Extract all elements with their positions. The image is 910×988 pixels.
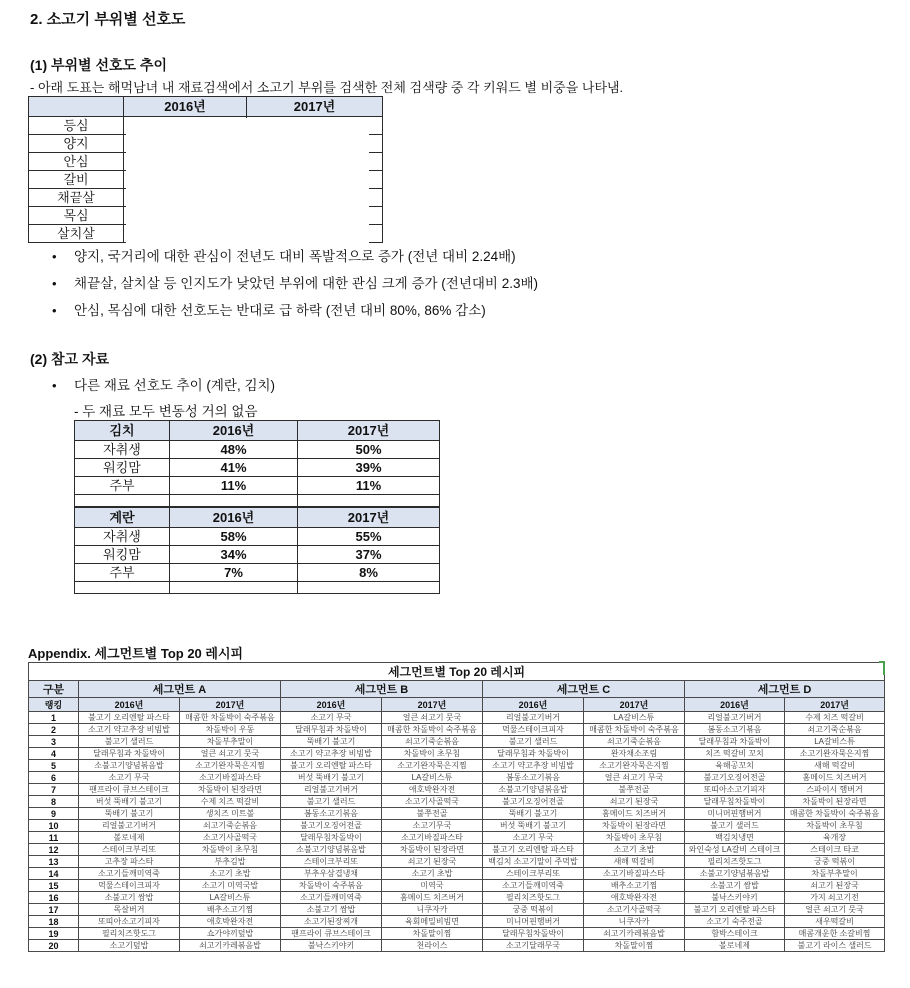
rank-cell: 17 (29, 904, 79, 916)
recipe-cell-a-2016: 소불고기 쌈밥 (79, 892, 180, 904)
value-2017: 50% (298, 441, 440, 459)
recipe-cell-d-2016: 불고기오징어전골 (685, 772, 785, 784)
recipe-cell-c-2016: 필리치즈핫도그 (483, 892, 584, 904)
group-header-segment-d: 세그먼트 D (685, 681, 885, 698)
rank-cell: 16 (29, 892, 79, 904)
egg-table (74, 507, 440, 594)
group-header-segment-b: 세그먼트 B (281, 681, 483, 698)
cuts-header-blank (29, 97, 124, 117)
recipe-cell-a-2016: 뚝배기 불고기 (79, 808, 180, 820)
appendix-title-row (29, 663, 885, 681)
recipe-cell-b-2017: 애호박완자전 (382, 784, 483, 796)
recipe-cell-d-2016: 함박스테이크 (685, 928, 785, 940)
group-header-segment-a: 세그먼트 A (79, 681, 281, 698)
recipe-cell-d-2016: 소불고기양념볶음밥 (685, 868, 785, 880)
recipe-cell-b-2016: 불고기 오리엔탈 파스타 (281, 760, 382, 772)
recipe-cell-b-2016: 차돌박이 숙주볶음 (281, 880, 382, 892)
recipe-row (29, 796, 885, 808)
rank-header: 랭킹 (29, 698, 79, 712)
page-title: 2. 소고기 부위별 선호도 (30, 11, 186, 28)
recipe-cell-a-2016: 달래무침과 차돌박이 (79, 748, 180, 760)
rank-cell: 7 (29, 784, 79, 796)
recipe-cell-c-2016: 불고기오징어전골 (483, 796, 584, 808)
recipe-cell-c-2016: 달래무침과 차돌박이 (483, 748, 584, 760)
recipe-row (29, 736, 885, 748)
recipe-cell-d-2017: 스파이시 햄버거 (785, 784, 885, 796)
recipe-cell-a-2016: 팬프라이 큐브스테이크 (79, 784, 180, 796)
recipe-cell-d-2017: 차돌부추말이 (785, 868, 885, 880)
value-2016: 41% (170, 459, 298, 477)
recipe-cell-d-2017: 홈메이드 치즈버거 (785, 772, 885, 784)
cut-label: 등심 (29, 117, 124, 135)
recipe-cell-b-2016: 소불고기양념볶음밥 (281, 844, 382, 856)
recipe-cell-a-2016: 리얼불고기버거 (79, 820, 180, 832)
spacer-row (75, 582, 440, 594)
recipe-cell-a-2016: 스테이크부리또 (79, 844, 180, 856)
recipe-cell-d-2017: 쇠고기 된장국 (785, 880, 885, 892)
value-2016: 7% (170, 564, 298, 582)
recipe-row (29, 724, 885, 736)
recipe-cell-a-2016: 고추장 파스타 (79, 856, 180, 868)
recipe-cell-a-2017: 소고기바질파스타 (180, 772, 281, 784)
redacted-values-overlay (126, 118, 369, 247)
recipe-cell-d-2017: LA갈비스튜 (785, 736, 885, 748)
recipe-cell-a-2016: 불고기 샐러드 (79, 736, 180, 748)
recipe-cell-b-2016: 소고기 약고추장 비빔밥 (281, 748, 382, 760)
recipe-cell-b-2017: 매콤한 차돌박이 숙주볶음 (382, 724, 483, 736)
recipe-cell-a-2016: 불고기 오리엔탈 파스타 (79, 712, 180, 724)
rank-cell: 8 (29, 796, 79, 808)
egg-header-2017: 2017년 (298, 508, 440, 528)
top20-recipes-table (28, 662, 885, 952)
recipe-cell-a-2017: 매콤한 차돌박이 숙주볶음 (180, 712, 281, 724)
recipe-cell-c-2017: 소고기 초밥 (584, 844, 685, 856)
recipe-cell-d-2017: 스테이크 타코 (785, 844, 885, 856)
bullet-item (52, 248, 538, 266)
recipe-cell-b-2016: 불고기 샐러드 (281, 796, 382, 808)
cuts-header-row (29, 97, 383, 117)
recipe-cell-c-2016: 불고기 샐러드 (483, 736, 584, 748)
year-header: 2016년 (685, 698, 785, 712)
recipe-cell-a-2017: 배추소고기찜 (180, 904, 281, 916)
recipe-cell-a-2017: 애호박완자전 (180, 916, 281, 928)
recipe-cell-a-2017: 쇼가야끼덮밥 (180, 928, 281, 940)
recipe-row (29, 748, 885, 760)
year-header: 2017년 (785, 698, 885, 712)
recipe-cell-b-2016: 불고기오징어전골 (281, 820, 382, 832)
recipe-cell-b-2016: 리얼불고기버거 (281, 784, 382, 796)
segment-label: 워킹맘 (75, 546, 170, 564)
recipe-cell-c-2016: 버섯 뚝배기 불고기 (483, 820, 584, 832)
recipe-cell-a-2016: 필리치즈핫도그 (79, 928, 180, 940)
recipe-cell-b-2016: 달래무침차돌박이 (281, 832, 382, 844)
recipe-cell-a-2017: 차돌부추말이 (180, 736, 281, 748)
egg-header-label: 계란 (75, 508, 170, 528)
recipe-cell-d-2016: 불고기 샐러드 (685, 820, 785, 832)
rank-cell: 18 (29, 916, 79, 928)
segment-label: 워킹맘 (75, 459, 170, 477)
year-header: 2016년 (483, 698, 584, 712)
recipe-cell-a-2017: 쇠고기죽순볶음 (180, 820, 281, 832)
recipe-cell-a-2017: 생치즈 미트볼 (180, 808, 281, 820)
kimchi-row (75, 459, 440, 477)
recipe-cell-d-2017: 육개장 (785, 832, 885, 844)
recipe-row (29, 784, 885, 796)
kimchi-table (74, 420, 440, 507)
recipe-cell-d-2016: 와인숙성 LA갈비 스테이크 (685, 844, 785, 856)
cut-label: 채끝살 (29, 189, 124, 207)
recipe-cell-d-2017: 차돌박이 초무침 (785, 820, 885, 832)
year-header: 2017년 (584, 698, 685, 712)
recipe-row (29, 904, 885, 916)
kimchi-header-row (75, 421, 440, 441)
recipe-cell-b-2017: 니쿠자카 (382, 904, 483, 916)
recipe-cell-d-2017: 수제 치즈 떡갈비 (785, 712, 885, 724)
recipe-cell-b-2016: 소고기들깨미역죽 (281, 892, 382, 904)
kimchi-header-2016: 2016년 (170, 421, 298, 441)
cuts-header-2017: 2017년 (247, 97, 383, 117)
recipe-cell-c-2016: 소불고기양념볶음밥 (483, 784, 584, 796)
recipe-cell-d-2017: 불고기 라이스 샐러드 (785, 940, 885, 952)
year-header: 2017년 (180, 698, 281, 712)
recipe-cell-b-2017: 불쭈전골 (382, 808, 483, 820)
recipe-cell-c-2017: 니쿠자카 (584, 916, 685, 928)
cuts-preference-table-wrap (28, 96, 383, 243)
recipe-cell-a-2016: 볼로네제 (79, 832, 180, 844)
bullet-dot: • (52, 276, 57, 291)
segment-label: 주부 (75, 477, 170, 495)
rank-cell: 20 (29, 940, 79, 952)
recipe-cell-a-2017: 소고기 초밥 (180, 868, 281, 880)
recipe-cell-d-2017: 소고기완자묵은지찜 (785, 748, 885, 760)
recipe-cell-b-2017: 천라이스 (382, 940, 483, 952)
recipe-cell-b-2016: 달래무침과 차돌박이 (281, 724, 382, 736)
bullet-dot: • (52, 378, 57, 393)
recipe-cell-c-2016: 미니머핀햄버거 (483, 916, 584, 928)
recipe-cell-c-2017: 차돌박이 된장라면 (584, 820, 685, 832)
appendix-heading: Appendix. 세그먼트별 Top 20 레시피 (28, 646, 244, 661)
recipe-cell-c-2017: 차돌박이 초무침 (584, 832, 685, 844)
recipe-row (29, 832, 885, 844)
bullet-item (52, 275, 538, 293)
value-2016: 34% (170, 546, 298, 564)
recipe-cell-b-2016: 소고기된장찌개 (281, 916, 382, 928)
recipe-cell-d-2016: 달래무침과 차돌박이 (685, 736, 785, 748)
cut-label: 안심 (29, 153, 124, 171)
year-header-row (29, 698, 885, 712)
recipe-cell-d-2016: 볼로네제 (685, 940, 785, 952)
recipe-cell-c-2016: 뚝배기 불고기 (483, 808, 584, 820)
recipe-cell-a-2016: 목살버거 (79, 904, 180, 916)
recipe-cell-d-2017: 새해 떡갈비 (785, 760, 885, 772)
egg-row (75, 528, 440, 546)
recipe-cell-d-2016: 또띠아소고기피자 (685, 784, 785, 796)
recipe-cell-b-2016: 버섯 뚝배기 불고기 (281, 772, 382, 784)
recipe-row (29, 868, 885, 880)
recipe-cell-c-2016: 스테이크부리또 (483, 868, 584, 880)
recipe-cell-c-2017: 완자채소조림 (584, 748, 685, 760)
recipe-cell-c-2017: 불쭈전골 (584, 784, 685, 796)
group-header-gubun: 구분 (29, 681, 79, 698)
recipe-row (29, 844, 885, 856)
recipe-cell-a-2017: 소고기 미역국밥 (180, 880, 281, 892)
cut-label: 목심 (29, 207, 124, 225)
recipe-cell-b-2016: 봄동소고기볶음 (281, 808, 382, 820)
recipe-cell-d-2016: 치즈 떡갈비 꼬치 (685, 748, 785, 760)
recipe-cell-b-2017: 차돌박이 된장라면 (382, 844, 483, 856)
segment-label: 주부 (75, 564, 170, 582)
recipe-cell-b-2017: LA갈비스튜 (382, 772, 483, 784)
recipe-cell-c-2016: 궁중 떡볶이 (483, 904, 584, 916)
recipe-row (29, 760, 885, 772)
rank-cell: 9 (29, 808, 79, 820)
recipe-row (29, 916, 885, 928)
recipe-cell-d-2017: 차돌박이 된장라면 (785, 796, 885, 808)
recipe-cell-a-2016: 또띠아소고기피자 (79, 916, 180, 928)
recipe-cell-d-2016: 달래무침차돌박이 (685, 796, 785, 808)
recipe-cell-a-2016: 먹물스테이크피자 (79, 880, 180, 892)
recipe-cell-d-2017: 새우떡갈비 (785, 916, 885, 928)
recipe-cell-b-2017: 소고기 초밥 (382, 868, 483, 880)
reference-tables (74, 420, 440, 594)
recipe-cell-d-2016: 소불고기 쌈밥 (685, 880, 785, 892)
segment-label: 자취생 (75, 528, 170, 546)
spacer-row (75, 495, 440, 507)
recipe-cell-b-2017: 미역국 (382, 880, 483, 892)
recipe-cell-c-2016: 불고기 오리엔탈 파스타 (483, 844, 584, 856)
recipe-cell-a-2017: 부추김밥 (180, 856, 281, 868)
bullet-item (52, 302, 538, 320)
value-2017: 39% (298, 459, 440, 477)
kimchi-header-label: 김치 (75, 421, 170, 441)
rank-cell: 14 (29, 868, 79, 880)
egg-row (75, 546, 440, 564)
recipe-cell-b-2016: 뚝배기 불고기 (281, 736, 382, 748)
section1-heading: (1) 부위별 선호도 추이 (30, 57, 167, 73)
bullet-text: 채끝살, 살치살 등 인지도가 낮았던 부위에 대한 관심 크게 증가 (전년대비 2.3배) (74, 276, 538, 291)
recipe-cell-c-2017: 애호박완자전 (584, 892, 685, 904)
recipe-cell-a-2017: 차돌박이 우동 (180, 724, 281, 736)
rank-cell: 12 (29, 844, 79, 856)
recipe-cell-b-2017: 육회메밀비빔면 (382, 916, 483, 928)
bullet-dot: • (52, 303, 57, 318)
recipe-cell-d-2016: 리얼불고기버거 (685, 712, 785, 724)
appendix-table-title: 세그먼트별 Top 20 레시피 (29, 663, 885, 681)
recipe-row (29, 772, 885, 784)
recipe-row (29, 940, 885, 952)
cut-label: 살치살 (29, 225, 124, 243)
recipe-cell-d-2016: 소고기 숙주전골 (685, 916, 785, 928)
appendix-table-wrap (28, 662, 885, 952)
rank-cell: 1 (29, 712, 79, 724)
recipe-cell-d-2016: 백김치냉면 (685, 832, 785, 844)
recipe-cell-c-2016: 소고기달래무국 (483, 940, 584, 952)
recipe-cell-c-2017: 홈메이드 치즈버거 (584, 808, 685, 820)
recipe-cell-c-2017: 소고기바질파스타 (584, 868, 685, 880)
rank-cell: 19 (29, 928, 79, 940)
recipe-cell-b-2017: 소고기완자묵은지찜 (382, 760, 483, 772)
year-header: 2016년 (281, 698, 382, 712)
rank-cell: 11 (29, 832, 79, 844)
recipe-row (29, 712, 885, 724)
recipe-cell-a-2017: 쇠고기카레볶음밥 (180, 940, 281, 952)
recipe-cell-d-2016: 불낙스키야키 (685, 892, 785, 904)
recipe-cell-a-2017: 차돌박이 초무침 (180, 844, 281, 856)
recipe-cell-d-2017: 궁중 떡볶이 (785, 856, 885, 868)
bullet-text: 다른 재료 선호도 추이 (계란, 김치) (74, 378, 276, 393)
rank-cell: 13 (29, 856, 79, 868)
recipe-cell-b-2016: 팬프라이 큐브스테이크 (281, 928, 382, 940)
recipe-cell-a-2017: 수제 치즈 떡갈비 (180, 796, 281, 808)
rank-cell: 6 (29, 772, 79, 784)
recipe-cell-c-2017: 쇠고기카레볶음밥 (584, 928, 685, 940)
rank-cell: 4 (29, 748, 79, 760)
recipe-row (29, 820, 885, 832)
recipe-cell-a-2017: 얼큰 쇠고기 뭇국 (180, 748, 281, 760)
value-2017: 37% (298, 546, 440, 564)
value-2017: 55% (298, 528, 440, 546)
recipe-cell-a-2016: 소고기 약고추장 비빔밥 (79, 724, 180, 736)
recipe-cell-a-2016: 소고기 무국 (79, 772, 180, 784)
recipe-cell-b-2016: 소불고기 쌈밥 (281, 904, 382, 916)
recipe-cell-c-2017: 매콤한 차돌박이 숙주볶음 (584, 724, 685, 736)
recipe-cell-d-2016: 봄동소고기볶음 (685, 724, 785, 736)
recipe-cell-b-2017: 얼큰 쇠고기 뭇국 (382, 712, 483, 724)
recipe-cell-b-2017: 차돌박이 초무침 (382, 748, 483, 760)
recipe-cell-c-2016: 리얼불고기버거 (483, 712, 584, 724)
egg-header-row (75, 508, 440, 528)
value-2016: 58% (170, 528, 298, 546)
recipe-cell-c-2016: 먹물스테이크피자 (483, 724, 584, 736)
value-2017: 11% (298, 477, 440, 495)
kimchi-row (75, 477, 440, 495)
rank-cell: 5 (29, 760, 79, 772)
group-header-segment-c: 세그먼트 C (483, 681, 685, 698)
rank-cell: 2 (29, 724, 79, 736)
year-header: 2016년 (79, 698, 180, 712)
value-2016: 11% (170, 477, 298, 495)
bullet-text: 양지, 국거리에 대한 관심이 전년도 대비 폭발적으로 증가 (전년 대비 2.24배) (74, 249, 516, 264)
recipe-cell-c-2017: 쇠고기 된장국 (584, 796, 685, 808)
segment-label: 자취생 (75, 441, 170, 459)
recipe-cell-b-2016: 소고기 무국 (281, 712, 382, 724)
recipe-cell-c-2016: 소고기 무국 (483, 832, 584, 844)
recipe-cell-c-2016: 소고기 약고추장 비빔밥 (483, 760, 584, 772)
recipe-cell-c-2017: 차돌말이찜 (584, 940, 685, 952)
section2-subnote: - 두 재료 모두 변동성 거의 없음 (74, 404, 258, 419)
green-corner-mark (879, 661, 885, 675)
bullet-dot: • (52, 249, 57, 264)
recipe-cell-a-2017: 소고기완자묵은지찜 (180, 760, 281, 772)
value-2016: 48% (170, 441, 298, 459)
recipe-cell-c-2016: 달래무침차돌박이 (483, 928, 584, 940)
recipe-cell-b-2017: 쇠고기죽순볶음 (382, 736, 483, 748)
recipe-cell-b-2016: 불낙스키야키 (281, 940, 382, 952)
kimchi-row (75, 441, 440, 459)
recipe-row (29, 880, 885, 892)
value-2017: 8% (298, 564, 440, 582)
section2-heading: (2) 참고 자료 (30, 351, 109, 367)
recipe-cell-b-2017: 홈메이드 치즈버거 (382, 892, 483, 904)
recipe-cell-b-2016: 스테이크부리또 (281, 856, 382, 868)
cut-label: 갈비 (29, 171, 124, 189)
recipe-cell-a-2017: 차돌박이 된장라면 (180, 784, 281, 796)
recipe-cell-d-2017: 가지 쇠고기전 (785, 892, 885, 904)
recipe-cell-c-2017: 새해 떡갈비 (584, 856, 685, 868)
rank-cell: 15 (29, 880, 79, 892)
recipe-cell-d-2017: 매콤한 차돌박이 숙주볶음 (785, 808, 885, 820)
recipe-row (29, 856, 885, 868)
recipe-cell-c-2017: 소고기완자묵은지찜 (584, 760, 685, 772)
recipe-cell-a-2016: 소고기덮밥 (79, 940, 180, 952)
rank-cell: 3 (29, 736, 79, 748)
recipe-row (29, 928, 885, 940)
segment-group-header-row (29, 681, 885, 698)
recipe-cell-c-2016: 봄동소고기볶음 (483, 772, 584, 784)
section1-bullet-list (52, 248, 538, 329)
recipe-cell-b-2016: 부추우삼겹냉채 (281, 868, 382, 880)
recipe-cell-c-2017: LA갈비스튜 (584, 712, 685, 724)
cuts-header-2016: 2016년 (124, 97, 247, 117)
bullet-text: 안심, 목심에 대한 선호도는 반대로 급 하락 (전년 대비 80%, 86% 감소) (74, 303, 486, 318)
section1-description: - 아래 도표는 해먹남녀 내 재료검색에서 소고기 부위를 검색한 전체 검색량 중 각 키워드 별 비중을 나타냄. (30, 80, 624, 95)
recipe-cell-b-2017: 쇠고기 된장국 (382, 856, 483, 868)
recipe-cell-c-2016: 소고기들깨미역죽 (483, 880, 584, 892)
recipe-cell-d-2017: 얼큰 쇠고기 뭇국 (785, 904, 885, 916)
recipe-cell-a-2016: 소불고기양념볶음밥 (79, 760, 180, 772)
recipe-cell-c-2016: 백김치 소고기말이 주먹밥 (483, 856, 584, 868)
recipe-cell-d-2016: 필리치즈핫도그 (685, 856, 785, 868)
recipe-cell-c-2017: 쇠고기죽순볶음 (584, 736, 685, 748)
recipe-row (29, 892, 885, 904)
recipe-cell-c-2017: 소고기사골떡국 (584, 904, 685, 916)
recipe-cell-a-2016: 버섯 뚝배기 불고기 (79, 796, 180, 808)
recipe-cell-d-2017: 매콤개운한 소갈비찜 (785, 928, 885, 940)
recipe-cell-c-2017: 얼큰 쇠고기 무국 (584, 772, 685, 784)
recipe-cell-b-2017: 차돌말이찜 (382, 928, 483, 940)
recipe-cell-d-2017: 쇠고기죽순볶음 (785, 724, 885, 736)
recipe-cell-b-2017: 소고기바질파스타 (382, 832, 483, 844)
recipe-cell-d-2016: 불고기 오리엔탈 파스타 (685, 904, 785, 916)
recipe-cell-d-2016: 육해공꼬치 (685, 760, 785, 772)
recipe-cell-b-2017: 소고기무국 (382, 820, 483, 832)
recipe-cell-a-2017: 소고기사골떡국 (180, 832, 281, 844)
recipe-cell-c-2017: 배추소고기찜 (584, 880, 685, 892)
recipe-cell-d-2016: 미니머핀햄버거 (685, 808, 785, 820)
recipe-row (29, 808, 885, 820)
egg-header-2016: 2016년 (170, 508, 298, 528)
egg-row (75, 564, 440, 582)
recipe-cell-a-2016: 소고기들깨미역죽 (79, 868, 180, 880)
section2-bullet (52, 377, 275, 395)
cut-label: 양지 (29, 135, 124, 153)
kimchi-header-2017: 2017년 (298, 421, 440, 441)
year-header: 2017년 (382, 698, 483, 712)
recipe-cell-b-2017: 소고기사골떡국 (382, 796, 483, 808)
rank-cell: 10 (29, 820, 79, 832)
recipe-cell-a-2017: LA갈비스튜 (180, 892, 281, 904)
